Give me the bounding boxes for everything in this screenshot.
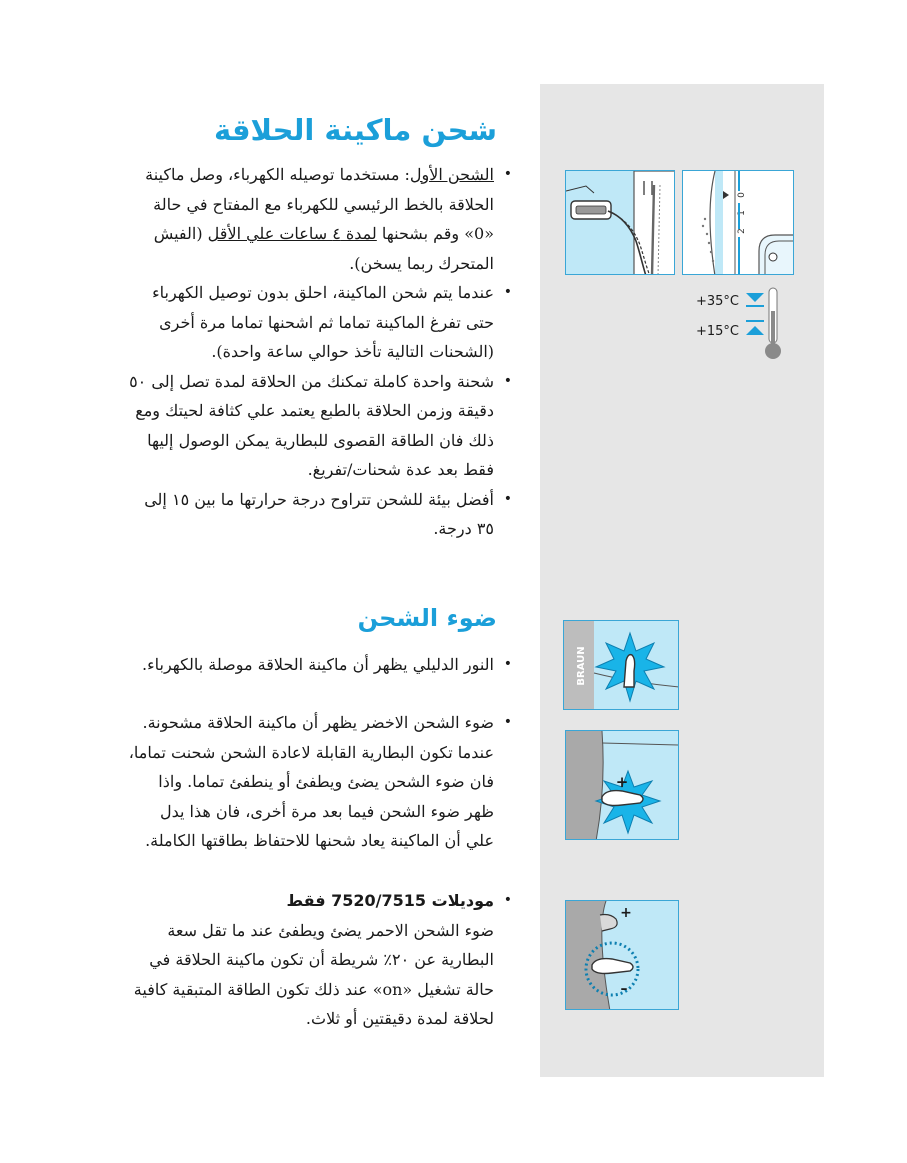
charging-bullet-first-charge: • الشحن الأول: مستخدما توصيله الكهرباء، وصل ماكينة الحلاقة بالخط الرئيسي للكهرباء مع المفتاح في حالة «0» وقم بشحنها لمدة ٤ ساعات علي الأقل (الفيش المتحرك ربما يسخن). bbox=[128, 160, 514, 278]
figure-plug-connection bbox=[565, 170, 675, 275]
figure-low-battery-light bbox=[565, 900, 679, 1010]
charge-light-bullet-1-block bbox=[128, 650, 514, 680]
minus-sign: – bbox=[620, 981, 628, 997]
switch-label-0: 0 bbox=[737, 192, 747, 198]
figure-charge-light bbox=[565, 730, 679, 840]
charge-light-bullet-2-block bbox=[128, 708, 514, 856]
models-title: موديلات 7520/7515 فقط bbox=[286, 891, 494, 910]
charging-bullet-temperature: • أفضل بيئة للشحن تتراوح درجة حرارتها ما بين ١٥ إلى ٣٥ درجة. bbox=[128, 485, 514, 544]
charging-bullet-discharge: • عندما يتم شحن الماكينة، احلق بدون توصيل الكهرباء حتى تفرغ الماكينة تماما ثم اشحنها تماما مرة أخرى (الشحنات التالية تأخذ حوالي ساعة واحدة). bbox=[128, 278, 514, 367]
temp-low-label: +15°C bbox=[696, 324, 740, 339]
figure-pilot-light bbox=[563, 620, 679, 710]
arrow-down-icon bbox=[746, 293, 764, 302]
charge-light-bullet-3-block bbox=[128, 886, 514, 1034]
charge-light-bullet-green: • ضوء الشحن الاخضر يظهر أن ماكينة الحلاقة مشحونة. عندما تكون البطارية القابلة لاعادة الشحن شحنت تماما، فان ضوء الشحن يضئ ويطفئ أو ينطفئ تماما. واذا ظهر ضوء الشحن فيما بعد مرة أخرى، فان هذا يدل علي أن الماكينة يعاد شحنها للاحتفاظ بطاقتها الكاملة. bbox=[128, 708, 514, 856]
arrow-up-icon bbox=[746, 326, 764, 335]
section-title-charging: شحن ماكينة الحلاقة bbox=[213, 113, 497, 147]
switch-label-1: 1 bbox=[737, 210, 747, 216]
plus-sign-small: + bbox=[620, 905, 632, 921]
models-text: ضوء الشحن الاحمر يضئ ويطفئ عند ما تقل سعة البطارية عن ٢٠٪ شريطة أن تكون ماكينة الحلاقة في حالة تشغيل «on» عند ذلك تكون الطاقة المتبقية كافية لحلاقة لمدة دقيقتين أو ثلاث. bbox=[133, 920, 494, 1028]
figure-switch-position bbox=[682, 170, 794, 275]
charge-light-bullet-models bbox=[128, 886, 514, 1034]
brand-logo: BRAUN bbox=[576, 646, 587, 686]
charge-light-bullet-pilot: • النور الدليلي يظهر أن ماكينة الحلاقة موصلة بالكهرباء. bbox=[128, 650, 514, 680]
temp-high-label: +35°C bbox=[696, 294, 740, 309]
charging-bullet-full-charge: • شحنة واحدة كاملة تمكنك من الحلاقة لمدة تصل إلى ٥٠ دقيقة وزمن الحلاقة بالطبع يعتمد علي كثافة لحيتك ومع ذلك فان الطاقة القصوى للبطارية يمكن الوصول إليها فقط بعد عدة شحنات/تفريغ. bbox=[128, 367, 514, 485]
switch-label-2: 2 bbox=[737, 228, 747, 234]
plus-sign: + bbox=[615, 773, 629, 791]
section-title-charge-light: ضوء الشحن bbox=[357, 604, 497, 632]
figure-temperature-range bbox=[682, 285, 794, 360]
charging-instructions bbox=[128, 160, 514, 544]
